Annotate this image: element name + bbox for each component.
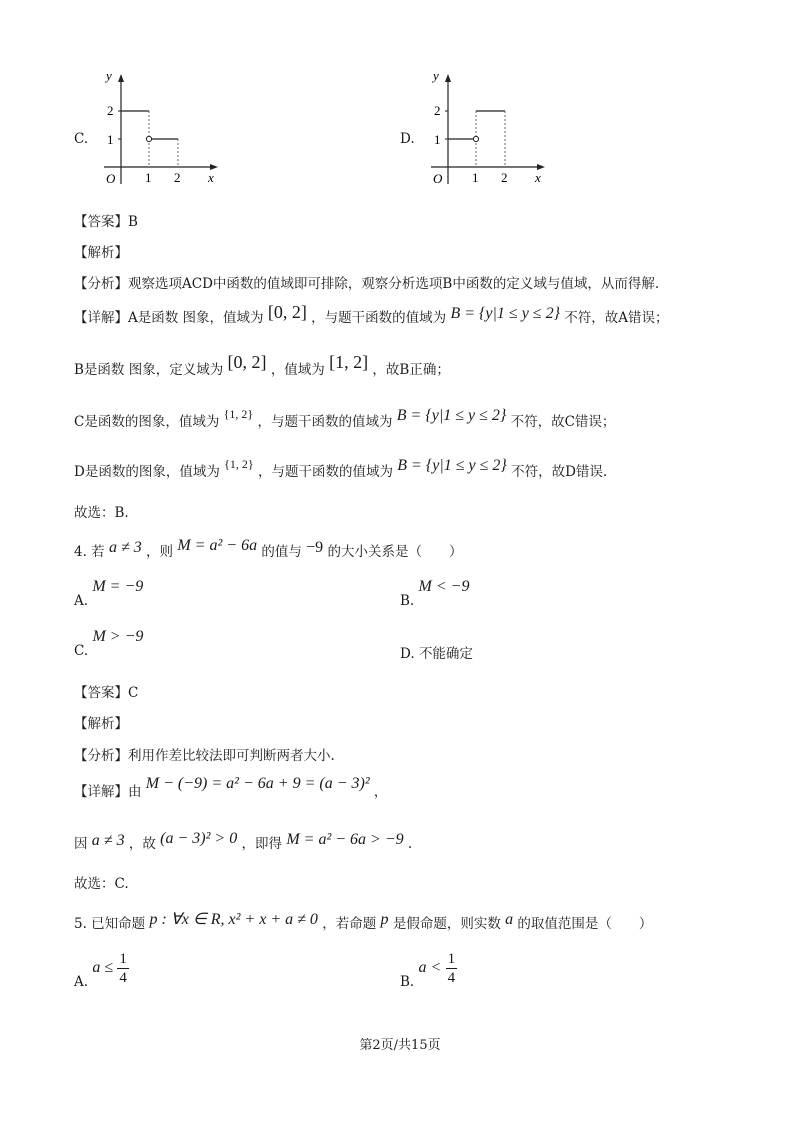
graph-d [417, 66, 557, 196]
y-axis-label: y [106, 68, 112, 83]
x-tick-2: 2 [174, 170, 181, 185]
q3-fenxi: 【分析】观察选项ACD中函数的值域即可排除，观察分析选项B中函数的定义域与值域，从而得解. [74, 276, 660, 292]
open-point [146, 136, 151, 141]
x-tick-1: 1 [145, 170, 152, 185]
graph-c [90, 66, 230, 196]
q4-because: 因 a ≠ 3 ，故 (a − 3)² > 0 ，即得 M = a² − 6a > −9 . [74, 830, 413, 852]
q4-option-b: B. M < −9 [400, 578, 470, 609]
q3-detail-a: 【详解】A是函数 图象，值域为 [0, 2] ，与题干函数的值域为 B = {y|1 ≤ y ≤ 2} 不符，故A错误； [74, 302, 669, 326]
x-tick-1: 1 [472, 170, 479, 185]
q4-option-a: A. M = −9 [74, 578, 144, 609]
q4-option-d: D. 不能确定 [400, 646, 473, 662]
y-tick-2: 2 [107, 103, 114, 118]
q3-answer: 【答案】B [74, 214, 138, 230]
q4-option-c: C. M > −9 [74, 628, 144, 659]
open-point [473, 136, 478, 141]
y-tick-1: 1 [434, 132, 441, 147]
q5-stem: 5. 已知命题 p : ∀x ∈ R, x² + x + a ≠ 0 ，若命题 p 是假命题，则实数 a 的取值范围是（ ） [74, 911, 653, 932]
origin-label: O [433, 171, 443, 186]
x-axis-label: x [535, 170, 541, 185]
q3-analysis-tag: 【解析】 [74, 245, 128, 261]
y-axis-arrow [445, 74, 451, 82]
x-tick-2: 2 [501, 170, 508, 185]
q3-choose: 故选：B. [74, 505, 129, 521]
q5-option-b: B. a < $\frac{1}{4}$ [400, 951, 456, 990]
option-d-label: D. [400, 131, 415, 147]
q4-stem: 4. 若 a ≠ 3 ，则 M = a² − 6a 的值与 −9 的大小关系是（ ） [74, 537, 463, 560]
q4-answer: 【答案】C [74, 685, 139, 701]
q3-detail-d: D是函数的图象，值域为 {1, 2} ，与题干函数的值域为 B = {y|1 ≤ y ≤ 2} 不符，故D错误. [74, 457, 608, 480]
y-axis-label: y [433, 68, 439, 83]
y-axis-arrow [118, 74, 124, 82]
q4-detail: 【详解】由 M − (−9) = a² − 6a + 9 = (a − 3)² ， [74, 775, 388, 800]
y-tick-2: 2 [434, 103, 441, 118]
q4-fenxi: 【分析】利用作差比较法即可判断两者大小. [74, 748, 335, 764]
page-footer: 第2页/共15页 [359, 1038, 441, 1053]
y-tick-1: 1 [107, 132, 114, 147]
origin-label: O [106, 171, 116, 186]
q4-analysis-tag: 【解析】 [74, 716, 128, 732]
q4-choose: 故选：C. [74, 876, 129, 892]
q3-detail-b: B是函数 图象，定义域为 [0, 2] ，值域为 [1, 2] ，故B正确； [74, 352, 450, 378]
x-axis-label: x [208, 170, 214, 185]
q5-option-a: A. a ≤ $\frac{1}{4}$ [74, 951, 127, 990]
q3-detail-c: C是函数的图象，值域为 {1, 2} ，与题干函数的值域为 B = {y|1 ≤ y ≤ 2} 不符，故C错误； [74, 407, 616, 430]
option-c-label: C. [74, 131, 89, 147]
